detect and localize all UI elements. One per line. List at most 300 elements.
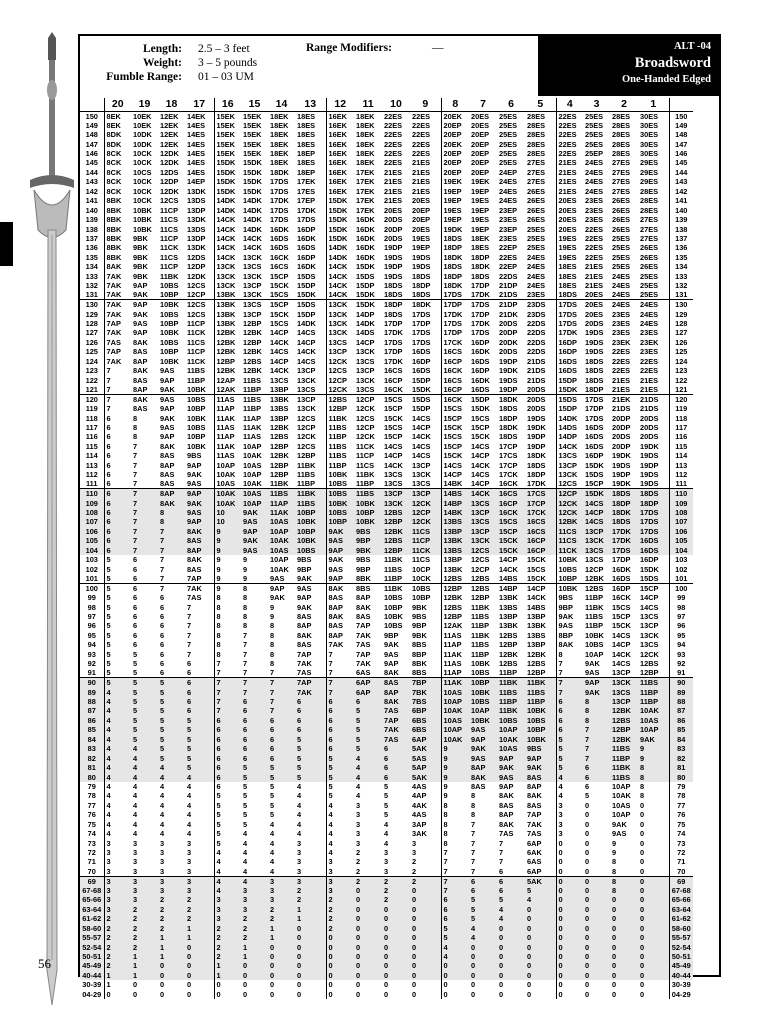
result-cell: 7AP	[295, 650, 326, 659]
result-cell: 5	[106, 640, 111, 650]
result-cell: 22ES	[384, 158, 403, 168]
result-cell: 8AK	[499, 819, 514, 829]
result-cell: 23ES	[525, 290, 556, 300]
result-cell: 2	[410, 867, 441, 877]
roll-range-right: 87	[669, 706, 693, 715]
result-cell: 8BP	[410, 650, 441, 659]
result-cell: 5	[131, 687, 158, 696]
result-cell: 16CK	[443, 394, 463, 404]
result-cell: 0	[410, 895, 441, 904]
result-cell: 22ES	[585, 224, 604, 234]
result-cell: 21ES	[384, 177, 403, 187]
result-cell: 7	[241, 668, 268, 678]
result-cell: 16CK	[382, 385, 410, 395]
result-cell: 24ES	[612, 281, 631, 291]
result-cell: 0	[354, 923, 382, 932]
result-cell: 12BP	[382, 517, 410, 526]
result-cell: 8BS	[410, 668, 441, 678]
result-cell: 5	[106, 611, 111, 621]
result-cell: 25ES	[499, 139, 518, 149]
result-cell: 15CS	[384, 394, 403, 404]
result-cell: 9AK	[295, 602, 326, 611]
result-cell: 11CS	[185, 338, 214, 347]
result-cell: 0	[610, 905, 638, 914]
result-row	[80, 253, 693, 262]
result-cell: 13BK	[525, 621, 556, 630]
result-cell: 11AP	[243, 413, 262, 423]
result-cell: 8	[583, 716, 610, 725]
result-cell: 17DK	[525, 479, 556, 489]
result-cell: 18DK	[410, 300, 441, 310]
result-cell: 8AK	[295, 631, 326, 640]
result-cell: 2	[185, 895, 214, 904]
result-cell: 7	[131, 527, 158, 536]
result-cell: 4	[133, 800, 138, 810]
result-cell: 8	[243, 621, 248, 631]
result-cell: 10BP	[469, 678, 497, 688]
result-row	[80, 678, 693, 688]
result-cell: 23ES	[499, 233, 518, 243]
result-cell: 7	[216, 659, 221, 669]
result-cell: 20DS	[525, 394, 556, 404]
result-cell: 24ES	[612, 300, 631, 310]
result-cell: 16DS	[270, 233, 289, 243]
result-cell: 13CP	[328, 347, 347, 357]
result-cell: 3	[133, 848, 138, 858]
result-cell: 10BS	[525, 716, 556, 725]
result-cell: 4	[104, 716, 131, 725]
result-cell: 28ES	[640, 205, 659, 215]
result-cell: 14CS	[384, 441, 403, 451]
result-cell: 16EK	[328, 130, 347, 140]
roll-range-left: 84	[80, 735, 104, 744]
result-cell: 3	[185, 867, 214, 877]
result-cell: 6AP	[410, 735, 441, 744]
result-cell: 2	[214, 923, 241, 932]
result-cell: 10BP	[160, 347, 179, 357]
result-cell: 0	[326, 952, 354, 961]
result-cell: 20ES	[585, 309, 604, 319]
result-cell: 9AP	[499, 781, 514, 791]
result-cell: 6	[216, 781, 221, 791]
result-row	[80, 470, 693, 479]
result-cell: 8EK	[106, 120, 121, 130]
result-cell: 8	[243, 611, 248, 621]
result-cell: 25ES	[640, 271, 659, 281]
result-cell: 12CP	[328, 375, 347, 385]
result-cell: 5	[469, 895, 497, 904]
result-cell: 7	[268, 687, 295, 696]
result-cell: 3	[185, 848, 214, 857]
result-cell: 0	[638, 933, 669, 942]
result-cell: 7	[160, 564, 165, 574]
result-cell: 18EK	[270, 139, 289, 149]
result-cell: 15DK	[216, 158, 236, 168]
result-cell: 2	[356, 857, 361, 867]
result-cell: 12CS	[295, 413, 326, 422]
result-cell: 0	[558, 989, 563, 999]
result-cell: 3	[295, 848, 326, 857]
result-cell: 7	[268, 706, 295, 715]
fumble-range-label: Fumble Range:	[106, 71, 182, 83]
result-cell: 9	[612, 848, 617, 858]
result-cell: 5	[326, 753, 354, 762]
roll-range-right: 73	[669, 838, 693, 847]
result-cell: 0	[556, 952, 583, 961]
result-cell: 7	[131, 508, 158, 517]
roll-range-right: 95	[669, 631, 693, 640]
result-cell: 9AS	[160, 394, 175, 404]
result-cell: 15DP	[295, 309, 326, 318]
result-cell: 10AK	[612, 791, 631, 801]
result-cell: 10AS	[268, 546, 295, 555]
result-cell: 6	[185, 668, 214, 678]
result-cell: 7	[243, 649, 248, 659]
result-cell: 16EK	[328, 120, 347, 130]
result-cell: 4	[131, 753, 158, 762]
result-cell: 6	[268, 716, 295, 725]
result-cell: 24ES	[525, 281, 556, 290]
result-cell: 12BK	[525, 650, 556, 659]
result-cell: 7	[185, 631, 214, 640]
result-cell: 16DS	[638, 536, 669, 545]
weapon-type: One-Handed Edged	[622, 74, 711, 85]
result-cell: 12CP	[471, 564, 490, 574]
roll-range-right: 149	[669, 121, 693, 130]
result-cell: 1	[241, 952, 268, 961]
result-cell: 7AK	[104, 290, 131, 300]
result-cell: 13CS	[382, 479, 410, 489]
roll-range-left: 136	[80, 243, 104, 252]
result-cell: 10BS	[384, 621, 403, 631]
result-cell: 13CP	[356, 366, 375, 376]
result-cell: 19ES	[471, 196, 490, 206]
result-cell: 9BS	[354, 527, 382, 536]
result-cell: 22DS	[525, 338, 556, 347]
roll-range-right: 113	[669, 461, 693, 470]
result-row	[80, 990, 693, 999]
result-cell: 18DS	[384, 309, 403, 319]
result-cell: 11CK	[185, 357, 214, 366]
result-cell: 18DS	[410, 272, 441, 281]
roll-range-left: 58-60	[80, 923, 104, 932]
result-row	[80, 290, 693, 300]
roll-range-right: 137	[669, 234, 693, 243]
result-cell: 6	[556, 725, 583, 734]
roll-range-right: 85	[669, 725, 693, 734]
result-cell: 11AK	[216, 441, 235, 451]
result-cell: 12CK	[326, 385, 354, 395]
result-cell: 27ES	[525, 168, 556, 177]
result-cell: 9AP	[241, 527, 268, 536]
armor-type-header: 16	[214, 98, 241, 111]
result-cell: 16EK	[328, 149, 347, 159]
result-cell: 12DK	[160, 158, 179, 168]
result-cell: 10AS	[441, 716, 469, 725]
roll-range-left: 89	[80, 687, 104, 696]
roll-range-left: 107	[80, 517, 104, 526]
result-cell: 0	[610, 971, 638, 980]
result-cell: 8AS	[160, 470, 175, 480]
result-cell: 8AP	[295, 621, 326, 630]
result-cell: 14CP	[443, 470, 462, 480]
result-cell: 3	[295, 876, 326, 886]
result-cell: 7AK	[295, 659, 326, 668]
roll-range-left: 104	[80, 546, 104, 555]
result-cell: 13CP	[469, 508, 497, 517]
result-cell: 14DK	[558, 413, 578, 423]
result-cell: 0	[556, 886, 583, 895]
result-cell: 13DP	[185, 205, 214, 214]
result-cell: 9AK	[185, 470, 214, 479]
result-cell: 9	[638, 753, 669, 762]
result-cell: 14CP	[499, 555, 518, 565]
result-cell: 17DK	[610, 527, 638, 536]
result-cell: 8AS	[185, 536, 214, 545]
result-cell: 2	[214, 942, 241, 951]
result-cell: 6	[241, 716, 268, 725]
result-cell: 4	[354, 772, 382, 781]
result-cell: 16DK	[356, 224, 375, 234]
result-cell: 9	[216, 564, 221, 574]
result-row	[80, 961, 693, 970]
result-cell: 15CS	[612, 602, 631, 612]
result-row	[80, 196, 693, 205]
roll-range-left: 50-51	[80, 952, 104, 961]
roll-range-left: 85	[80, 725, 104, 734]
result-cell: 15DP	[410, 375, 441, 384]
result-cell: 20EP	[443, 120, 462, 130]
result-cell: 10CK	[133, 186, 152, 196]
result-cell: 7	[243, 640, 248, 650]
result-cell: 21ES	[558, 167, 577, 177]
result-cell: 4	[185, 782, 214, 791]
roll-range-left: 141	[80, 196, 104, 205]
result-cell: 16DS	[638, 546, 669, 555]
result-cell: 7AS	[356, 640, 371, 650]
result-cell: 25ES	[499, 111, 518, 121]
result-cell: 9	[638, 744, 669, 753]
roll-range-right: 111	[669, 479, 693, 489]
result-cell: 6	[268, 744, 295, 753]
roll-range-left: 72	[80, 848, 104, 857]
roll-range-left: 82	[80, 753, 104, 762]
result-cell: 2	[382, 876, 410, 886]
result-cell: 9AS	[185, 508, 214, 517]
result-row	[80, 574, 693, 584]
roll-range-right: 67-68	[669, 886, 693, 895]
result-cell: 0	[216, 989, 221, 999]
result-cell: 6	[104, 489, 131, 499]
result-cell: 6	[133, 555, 138, 565]
result-cell: 17DS	[558, 309, 577, 319]
result-cell: 5	[241, 772, 268, 781]
result-cell: 0	[525, 961, 556, 970]
result-cell: 7BK	[410, 687, 441, 696]
result-cell: 7	[443, 857, 448, 867]
result-cell: 11BK	[295, 461, 326, 470]
roll-range-left: 124	[80, 357, 104, 366]
result-cell: 19DP	[612, 470, 631, 480]
roll-range-left: 111	[80, 479, 104, 489]
roll-range-left: 101	[80, 574, 104, 584]
result-cell: 9AK	[384, 640, 399, 650]
result-cell: 10	[214, 517, 241, 526]
result-cell: 2	[326, 923, 354, 932]
result-cell: 13CS	[243, 262, 262, 272]
result-cell: 8	[640, 781, 645, 791]
result-cell: 7AP	[295, 678, 326, 688]
result-cell: 13CK	[382, 498, 410, 507]
result-cell: 7	[243, 659, 248, 669]
weight-value: 3 – 5 pounds	[198, 57, 258, 69]
result-cell: 6	[214, 753, 241, 762]
result-cell: 24ES	[612, 271, 631, 281]
result-cell: 3	[558, 819, 563, 829]
result-cell: 17CK	[499, 470, 518, 480]
result-cell: 13CK	[295, 375, 326, 384]
result-cell: 11BK	[497, 678, 525, 688]
result-cell: 9BK	[133, 233, 148, 243]
result-cell: 9AP	[185, 517, 214, 526]
result-cell: 22ES	[384, 149, 403, 159]
result-cell: 14CP	[640, 593, 659, 603]
result-cell: 16DS	[469, 385, 497, 395]
result-cell: 13CS	[328, 337, 347, 347]
result-cell: 5	[441, 923, 469, 932]
result-cell: 3	[214, 895, 241, 904]
result-cell: 10AS	[497, 744, 525, 753]
result-cell: 29ES	[640, 167, 659, 177]
result-cell: 0	[382, 933, 410, 942]
result-cell: 4	[160, 791, 165, 801]
result-cell: 9BS	[525, 744, 556, 753]
result-cell: 25ES	[525, 224, 556, 233]
result-cell: 30ES	[640, 120, 659, 130]
result-cell: 27ES	[612, 158, 631, 168]
result-cell: 0	[384, 980, 389, 990]
result-cell: 10BK	[558, 555, 578, 565]
armor-type-header: 12	[326, 98, 354, 111]
result-cell: 10AP	[638, 725, 669, 734]
result-cell: 6	[241, 744, 268, 753]
roll-range-right: 81	[669, 763, 693, 772]
roll-range-right: 04-29	[669, 990, 693, 999]
result-cell: 15CP	[384, 404, 403, 414]
roll-range-left: 79	[80, 782, 104, 791]
result-cell: 27ES	[525, 158, 556, 167]
armor-type-header: 20	[104, 98, 131, 111]
result-cell: 5AS	[410, 753, 441, 762]
result-cell: 9AS	[469, 725, 497, 734]
result-cell: 15DS	[585, 470, 604, 480]
armor-type-header: 13	[295, 98, 326, 111]
result-cell: 11BP	[525, 697, 556, 706]
result-cell: 24ES	[499, 186, 518, 196]
result-cell: 0	[133, 989, 138, 999]
result-cell: 6	[106, 422, 111, 432]
roll-range-left: 87	[80, 706, 104, 715]
result-cell: 5	[556, 735, 583, 744]
result-cell: 10AP	[441, 697, 469, 706]
result-cell: 20EK	[443, 111, 462, 121]
result-cell: 1	[158, 933, 185, 942]
result-row	[80, 753, 693, 762]
result-cell: 12BP	[638, 668, 669, 678]
result-cell: 11CP	[160, 262, 179, 272]
result-cell: 2	[268, 905, 295, 914]
result-cell: 15EK	[216, 120, 235, 130]
result-cell: 6	[497, 876, 525, 886]
result-cell: 3	[185, 886, 214, 895]
result-cell: 10AP	[585, 649, 604, 659]
result-cell: 8	[270, 621, 275, 631]
result-cell: 11CS	[556, 536, 583, 545]
result-cell: 20EP	[471, 158, 490, 168]
result-cell: 9	[441, 763, 469, 772]
roll-range-left: 63-64	[80, 905, 104, 914]
roll-range-right: 146	[669, 149, 693, 158]
roll-range-left: 122	[80, 375, 104, 384]
roll-range-left: 134	[80, 262, 104, 271]
result-cell: 17DS	[471, 300, 490, 310]
result-cell: 6	[382, 744, 410, 753]
result-cell: 10BS	[326, 508, 354, 517]
roll-range-right: 91	[669, 668, 693, 678]
result-cell: 10AP	[268, 527, 295, 536]
result-cell: 26ES	[525, 187, 556, 196]
result-cell: 2	[131, 905, 158, 914]
result-cell: 14CS	[471, 441, 490, 451]
roll-range-right: 96	[669, 621, 693, 630]
result-cell: 28ES	[612, 111, 631, 121]
result-cell: 9AS	[328, 564, 343, 574]
result-row	[80, 394, 693, 404]
result-cell: 2	[295, 895, 326, 904]
result-cell: 15DS	[410, 394, 441, 404]
result-cell: 10DK	[133, 139, 152, 149]
result-cell: 7	[556, 687, 583, 696]
result-cell: 30ES	[640, 130, 659, 140]
result-cell: 15CS	[525, 564, 556, 573]
result-cell: 7	[131, 479, 158, 489]
result-cell: 14CK	[216, 243, 236, 253]
result-cell: 19EK	[471, 177, 490, 187]
result-cell: 13CP	[410, 489, 441, 499]
roll-range-left: 100	[80, 583, 104, 593]
result-row	[80, 810, 693, 819]
result-cell: 5	[185, 716, 214, 725]
result-cell: 8AS	[133, 347, 148, 357]
result-cell: 20DP	[612, 413, 631, 423]
result-cell: 3	[558, 829, 563, 839]
result-cell: 14CK	[471, 460, 490, 470]
result-cell: 7	[158, 527, 185, 536]
result-cell: 0	[133, 980, 138, 990]
result-cell: 0	[525, 980, 556, 989]
result-cell: 14DK	[243, 205, 262, 215]
result-cell: 13CS	[469, 517, 497, 526]
result-cell: 13CP	[295, 394, 326, 404]
result-cell: 15CP	[443, 413, 462, 423]
result-row	[80, 593, 693, 602]
result-cell: 15CK	[525, 574, 556, 584]
result-cell: 7	[185, 612, 214, 621]
result-row	[80, 980, 693, 989]
result-cell: 10AP	[441, 725, 469, 734]
result-cell: 5	[106, 649, 111, 659]
result-cell: 19DK	[612, 451, 631, 461]
